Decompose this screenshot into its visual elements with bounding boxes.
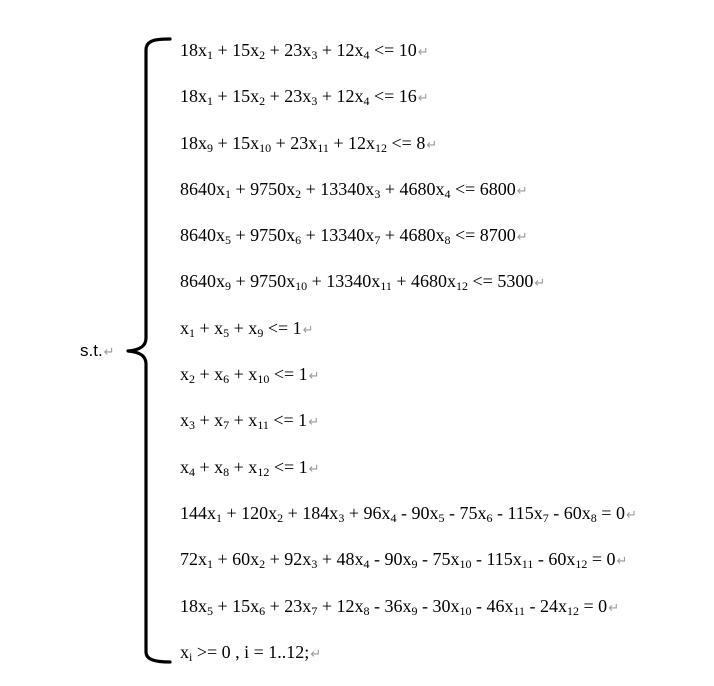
constraint-list [180, 38, 637, 686]
constraint-line [180, 131, 637, 177]
constraint-line [180, 362, 637, 408]
equation-text: $x_i >= 0$ , i = 1..12; [180, 641, 310, 664]
equation-text: $18x_9 + 15x_{10} + 23x_{11} + 12x_{12} <= 8$ [180, 132, 426, 155]
equation-text: $x_4 + x_8 + x_{12} <= 1$ [180, 456, 308, 479]
constraint-line [180, 455, 637, 501]
equation-text: $18x_1 + 15x_2 + 23x_3 + 12x_4 <= 10$ [180, 40, 417, 62]
paragraph-mark-icon: ↵ [103, 345, 115, 360]
equation-text: $x_3 + x_7 + x_{11} <= 1$ [180, 410, 308, 433]
constraint-line [180, 269, 637, 315]
paragraph-mark-icon: ↵ [308, 369, 320, 385]
paragraph-mark-icon: ↵ [516, 230, 528, 246]
paragraph-mark-icon: ↵ [308, 461, 320, 477]
paragraph-mark-icon: ↵ [308, 415, 320, 431]
paragraph-mark-icon: ↵ [310, 646, 322, 662]
constraint-line [180, 316, 637, 362]
constraint-line [180, 640, 637, 686]
constraint-line [180, 177, 637, 223]
paragraph-mark-icon: ↵ [302, 322, 314, 338]
paragraph-mark-icon: ↵ [616, 554, 628, 570]
paragraph-mark-icon: ↵ [417, 45, 429, 60]
paragraph-mark-icon: ↵ [534, 276, 546, 292]
equation-text: $x_2 + x_6 + x_{10} <= 1$ [180, 364, 308, 387]
paragraph-mark-icon: ↵ [608, 600, 620, 616]
equation-text: $144x_1 + 120x_2 + 184x_3 + 96x_4 - 90x_5 - 75x_6 - 115x_7 - 60x_8 = 0$ [180, 502, 625, 525]
constraint-line [180, 84, 637, 130]
constraint-line [180, 408, 637, 454]
paragraph-mark-icon: ↵ [516, 183, 528, 199]
paragraph-mark-icon: ↵ [426, 137, 438, 153]
st-text: s.t. [80, 341, 103, 360]
constraint-line [180, 223, 637, 269]
paragraph-mark-icon: ↵ [417, 91, 429, 107]
equation-text: $8640x_1 + 9750x_2 + 13340x_3 + 4680x_4 <= 6800$ [180, 178, 516, 201]
constraint-line [180, 594, 637, 640]
equation-text: $x_1 + x_5 + x_9 <= 1$ [180, 317, 302, 340]
paragraph-mark-icon: ↵ [625, 507, 637, 523]
equation-text: $8640x_9 + 9750x_{10} + 13340x_{11} + 4680x_{12} <= 5300$ [180, 271, 534, 294]
constraint-line [180, 547, 637, 593]
equation-text: $18x_1 + 15x_2 + 23x_3 + 12x_4 <= 16$ [180, 86, 417, 109]
equation-text: $18x_5 + 15x_6 + 23x_7 + 12x_8 - 36x_9 - 30x_{10} - 46x_{11} - 24x_{12} = 0$ [180, 595, 608, 618]
constraint-line [180, 501, 637, 547]
constraint-line [180, 38, 637, 84]
equation-text: $72x_1 + 60x_2 + 92x_3 + 48x_4 - 90x_9 - 75x_{10} - 115x_{11} - 60x_{12} = 0$ [180, 549, 616, 572]
equation-text: $8640x_5 + 9750x_6 + 13340x_7 + 4680x_8 <= 8700$ [180, 225, 516, 248]
